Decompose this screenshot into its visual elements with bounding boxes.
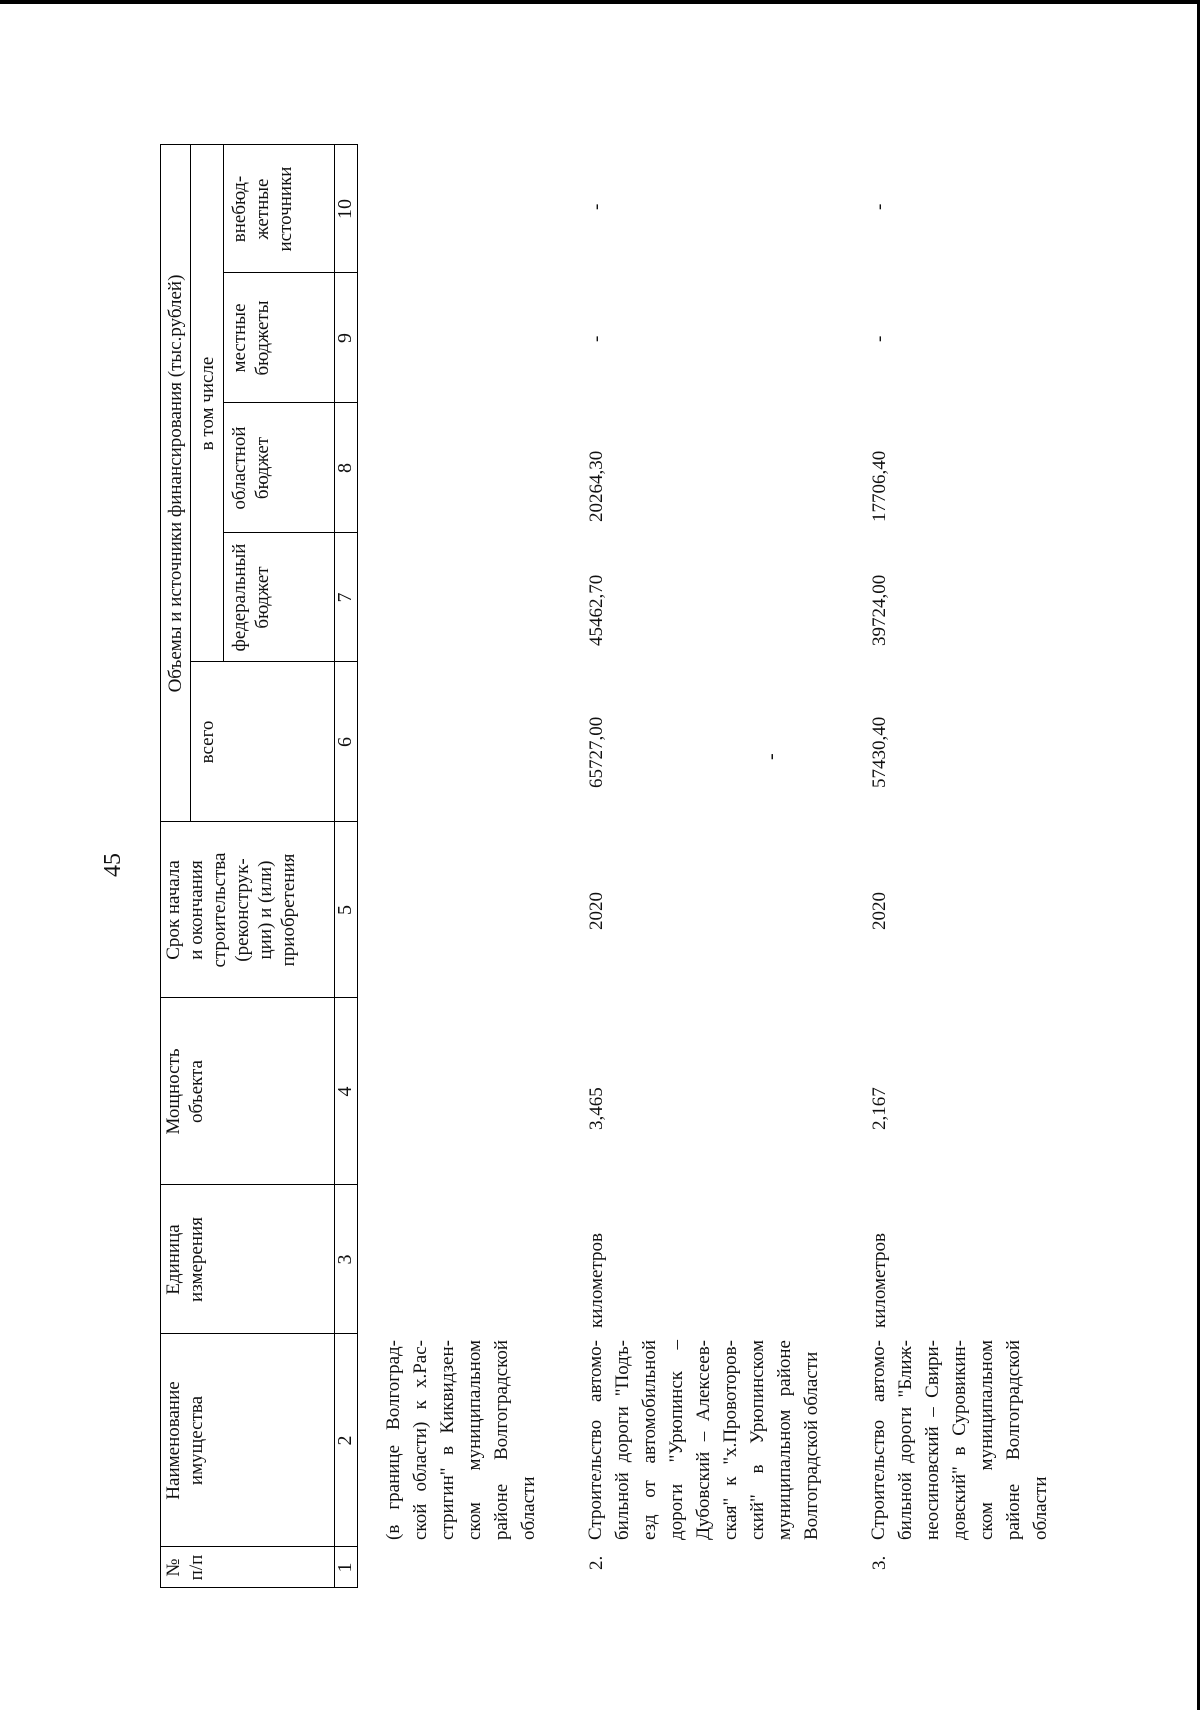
row-3-extrabudget: - bbox=[869, 203, 890, 210]
column-number-2: 2 bbox=[334, 1435, 356, 1446]
header-regional: областной бюджет bbox=[229, 426, 273, 510]
header-including: в том числе bbox=[197, 356, 218, 451]
row-3-name: Строительство автомо- бильной дороги "Ближ- неосиновский – Свири- довский" в Суровикин- ском муниципальном районе Волгоградской области bbox=[868, 1340, 1051, 1540]
row-2-unit: километров bbox=[586, 1233, 607, 1328]
header-capacity: Мощность объекта bbox=[163, 1048, 207, 1135]
row-2-regional: 20264,30 bbox=[586, 450, 607, 522]
column-number-3: 3 bbox=[334, 1254, 356, 1265]
row-2-period: 2020 bbox=[586, 892, 607, 930]
subgroup-header-rule bbox=[223, 145, 224, 662]
row-3-regional: 17706,40 bbox=[869, 450, 890, 522]
group-header-rule bbox=[190, 145, 191, 822]
stray-mark: - bbox=[760, 753, 782, 760]
column-number-6: 6 bbox=[334, 737, 356, 747]
header-period: Срок начала и окончания строительства (реконструк- ции) и (или) приобретения bbox=[163, 852, 299, 968]
table-top-border bbox=[160, 145, 161, 1588]
header-number: № п/п bbox=[163, 1554, 207, 1581]
row-3-number: 3. bbox=[869, 1555, 890, 1570]
row-3-total: 57430,40 bbox=[869, 716, 890, 788]
header-extrabudget: внебюд- жетные источники bbox=[229, 166, 296, 252]
row-3-unit: километров bbox=[869, 1233, 890, 1328]
row-2-name: Строительство автомо- бильной дороги "Подъ- езд от автомобильной дороги "Урюпинск – Дубовский – Алексеев- ская" к "х.Провоторов- ский" в Урюпинском муниципальном районе Волгоградской области bbox=[585, 1340, 822, 1540]
column-number-4: 4 bbox=[334, 1086, 356, 1097]
row-2-extrabudget: - bbox=[586, 203, 607, 210]
row-3-federal: 39724,00 bbox=[869, 574, 890, 646]
row-2-local: - bbox=[586, 335, 607, 342]
column-number-7: 7 bbox=[334, 592, 356, 603]
row-2-capacity: 3,465 bbox=[586, 1087, 607, 1130]
row-3-local: - bbox=[869, 335, 890, 342]
header-name: Наименование имущества bbox=[163, 1381, 207, 1500]
column-number-5: 5 bbox=[334, 905, 356, 915]
header-total: всего bbox=[197, 720, 218, 764]
row-2-number: 2. bbox=[586, 1555, 607, 1570]
column-numbers-bottom-rule bbox=[357, 145, 358, 1588]
header-unit: Единица измерения bbox=[163, 1217, 207, 1302]
header-local: местные бюджеты bbox=[229, 300, 273, 376]
row-3-capacity: 2,167 bbox=[869, 1087, 890, 1130]
column-number-8: 8 bbox=[334, 463, 356, 473]
header-federal: федеральный бюджет bbox=[229, 543, 273, 652]
header-financing-group: Объемы и источники финансирования (тыс.рублей) bbox=[165, 274, 186, 693]
row-2-total: 65727,00 bbox=[586, 716, 607, 788]
page-number: 45 bbox=[100, 853, 126, 877]
column-number-1: 1 bbox=[334, 1562, 356, 1573]
row-3-period: 2020 bbox=[869, 892, 890, 930]
column-number-10: 10 bbox=[334, 199, 356, 219]
continuation-text: (в границе Волгоград- ской области) к х.Рас- стригин" в Киквидзен- ском муниципальном районе Волгоградской области bbox=[383, 1340, 539, 1540]
column-number-9: 9 bbox=[334, 333, 356, 343]
row-2-federal: 45462,70 bbox=[586, 574, 607, 646]
